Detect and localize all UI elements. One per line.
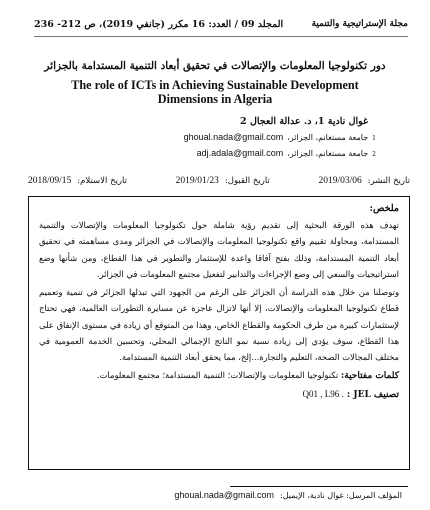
keywords-text: تكنولوجيا المعلومات والإتصالات؛ التنمية المستدامة؛ مجتمع المعلومات. bbox=[96, 369, 339, 380]
abstract-paragraph-2: وتوصلنا من خلال هذه الدراسة أن الجزائر على الرغم من الجهود التي تبذلها الجزائر في تنمية وتعميم قطاع تكنولوجيا المعلومات والإتصالات، إلا أنها لاتزال عاجزة عن مسايرة التطورات العالمية، فهي تحتاج لإستثمارات كبيرة من طرف الحكومة والقطاع الخاص، وهذا من المتوقع أي زيادة في مستوى الإنفاق على هذا القطاع، سوف يؤدي إلى زيادة نسبة نمو الناتج الإجمالي المحلي، وتحسين الخدمة العمومية في مختلف المجالات الصحة، التعليم والتجارة...إلخ، مما يحقق أبعاد التنمية المستدامة. bbox=[39, 287, 399, 363]
date-label: تاريخ النشر: bbox=[367, 176, 410, 186]
abstract-paragraph-1: تهدف هذه الورقة البحثية إلى تقديم رؤية شاملة حول تكنولوجيا المعلومات والإتصالات والتنمية المستدامة، ومحاولة تقييم واقع تكنولوجيا المعلومات والإتصالات في الجزائر ومدى مساهمته في تحقيق أبعاد التنمية المستدامة، وذلك بفتح آفاقا واعدة للإستثمار والتطوير في هذا القطاع، ومن شأنها وضع استراتيجيات والسعي إلى وضع الإجراءات والتدابير لتفعيل مجتمع المعلومات في الجزائر. bbox=[39, 220, 399, 279]
title-english: The role of ICTs in Achieving Sustainable Development Dimensions in Algeria bbox=[71, 78, 359, 106]
affiliation-email[interactable]: ghoual.nada@gmail.com bbox=[183, 132, 284, 142]
header-rule bbox=[34, 36, 408, 37]
issue-info: المجلد 09 / العدد: 16 مكرر (جانفي 2019)، ص 212- 236 bbox=[34, 18, 284, 30]
corresponding-label: المؤلف المرسل: غوال نادية، الإيميل: bbox=[280, 491, 402, 500]
date-received bbox=[28, 176, 127, 186]
affiliation-email[interactable]: adj.adala@gmail.com bbox=[196, 148, 284, 158]
date-published bbox=[318, 176, 410, 186]
footnote-rule bbox=[230, 486, 408, 487]
jel-line bbox=[39, 386, 399, 403]
corresponding-email[interactable]: ghoual.nada@gmail.com bbox=[174, 490, 275, 500]
journal-name: مجلة الإستراتيجية والتنمية bbox=[311, 19, 408, 29]
date-label: تاريخ القبول: bbox=[224, 176, 270, 186]
abstract-box bbox=[28, 196, 410, 470]
dates-row bbox=[28, 176, 410, 186]
title-arabic: دور تكنولوجيا المعلومات والإتصالات في تحقيق أبعاد التنمية المستدامة بالجزائر bbox=[44, 60, 386, 72]
keywords-label: كلمات مفتاحية: bbox=[340, 370, 399, 381]
affiliation-2 bbox=[197, 148, 376, 158]
jel-label: تصنيف JEL : bbox=[346, 389, 399, 400]
date-accepted bbox=[176, 176, 270, 186]
affiliation-number: 1 bbox=[372, 135, 376, 142]
date-value: 2019/01/23 bbox=[175, 176, 219, 186]
affiliation-number: 2 bbox=[372, 151, 376, 158]
affiliation-1 bbox=[184, 132, 376, 142]
date-value: 2019/03/06 bbox=[318, 176, 362, 186]
authors: غوال نادية 1، د. عدالة العجال 2 bbox=[240, 116, 368, 127]
affiliation-text: جامعة مستغانم، الجزائر، bbox=[287, 133, 369, 142]
corresponding-author bbox=[174, 490, 402, 500]
keywords-line bbox=[39, 368, 399, 384]
jel-codes: Q01 , L96 . bbox=[302, 388, 344, 399]
abstract-heading: ملخص: bbox=[369, 203, 399, 214]
date-label: تاريخ الاستلام: bbox=[77, 176, 127, 186]
page-header bbox=[34, 16, 408, 32]
affiliation-text: جامعة مستغانم، الجزائر، bbox=[287, 149, 369, 158]
date-value: 2018/09/15 bbox=[28, 176, 72, 186]
